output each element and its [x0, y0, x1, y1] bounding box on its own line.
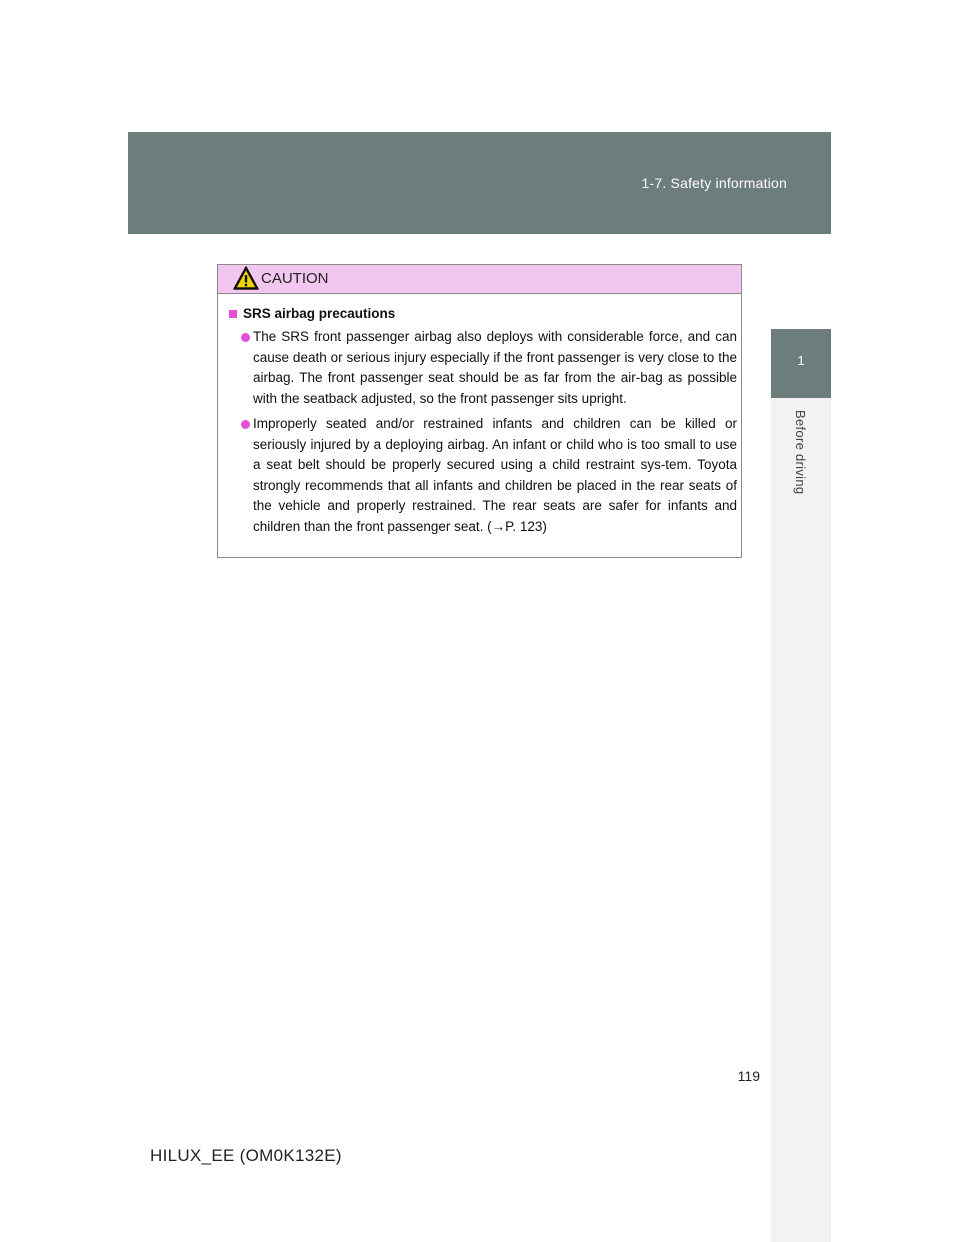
header-band: [128, 132, 831, 234]
square-bullet-icon: [229, 310, 237, 318]
page-number: 119: [737, 1068, 760, 1084]
round-bullet-icon: [241, 420, 250, 429]
chapter-number: 1: [797, 353, 805, 368]
caution-item: [229, 414, 737, 537]
caution-item: [229, 327, 737, 409]
warning-triangle-icon: [233, 266, 259, 290]
caution-header: [218, 265, 741, 294]
chapter-label: Before driving: [793, 410, 808, 495]
caution-item-text: The SRS front passenger airbag also deploys with considerable force, and can cause death or serious injury especially if the front passenger is very close to the airbag. The front passenger seat should be as far from the air-bag as possible with the seatback adjusted, so the front passenger sits upright.: [253, 329, 737, 406]
round-bullet-icon: [241, 333, 250, 342]
caution-title: CAUTION: [261, 270, 329, 287]
section-title: 1-7. Safety information: [641, 175, 787, 191]
caution-body: [218, 294, 741, 537]
caution-item-text: Improperly seated and/or restrained infants and children can be killed or seriously injured by a deploying airbag. An infant or child who is too small to use a seat belt should be properly secured using a child restraint sys-tem. Toyota strongly recommends that all infants and children be placed in the rear seats of the vehicle and properly restrained. The rear seats are safer for infants and children than the front passenger seat. (→P. 123): [253, 416, 737, 534]
caution-box: [217, 264, 742, 558]
section-heading: [229, 304, 737, 324]
chapter-tab-strip: [771, 398, 831, 1242]
document-code: HILUX_EE (OM0K132E): [150, 1146, 342, 1165]
section-heading-text: SRS airbag precautions: [243, 306, 396, 321]
chapter-tab: [771, 329, 831, 398]
